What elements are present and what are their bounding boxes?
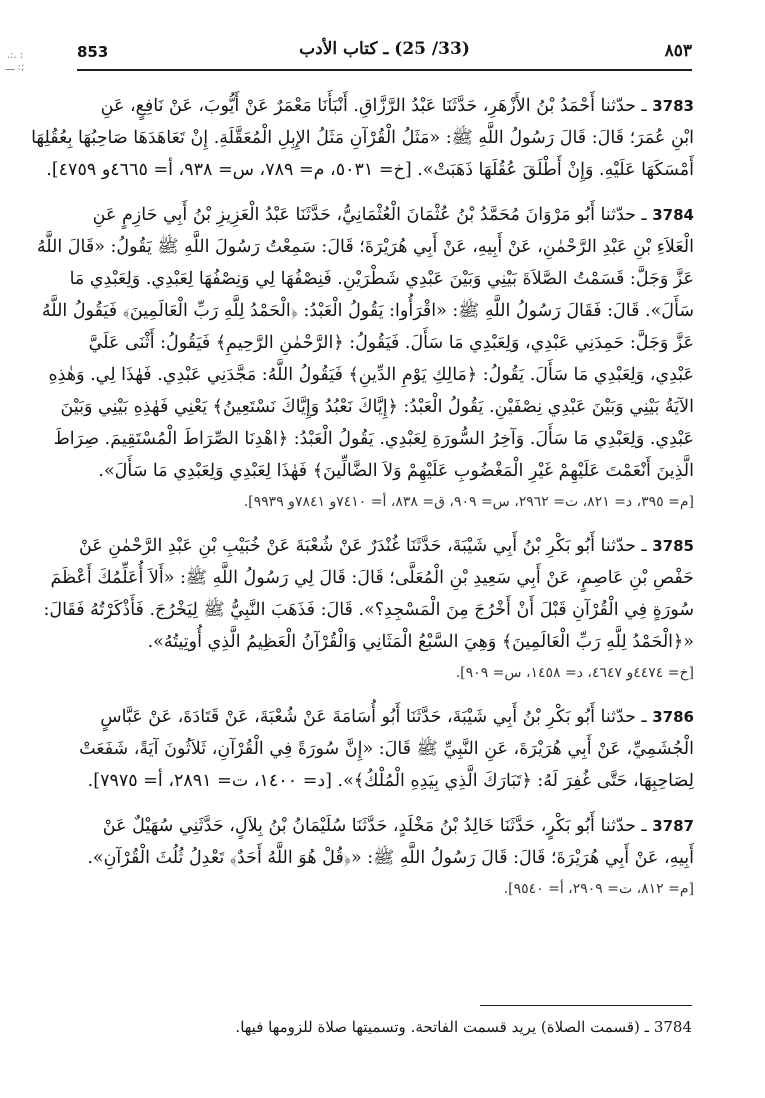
hadith-line: 3783 ـ حدّثنا أَحْمَدُ بْنُ الأَزْهَرِ، حَدَّثَنَا عَبْدُ الرَّزَّاقِ. أَنْبَأَنَا مَعْمَرٌ عَنْ أَيُّوبَ، عَنْ نَافِعٍ، عَنِ bbox=[100, 96, 694, 116]
hadith-line: عَبْدِي، وَلِعَبْدِي مَا سَأَلَ. يَقُولُ: ﴿مَالِكِ يَوْمِ الدِّينِ﴾ فَيَقُولُ اللَّهُ: مَجَّدَنِي عَبْدِي. فَهٰذَا لِي. وَهٰذِهِ bbox=[48, 365, 694, 385]
hadith-line: 3786 ـ حدّثنا أَبُو بَكْرِ بْنُ أَبِي شَيْبَةَ، حَدَّثَنَا أَبُو أُسَامَةَ عَنْ شُعْبَةَ، عَنْ قَتَادَةَ، عَنْ عَبَّاسٍ bbox=[100, 707, 694, 727]
hadith-line: الْعَلاَءِ بْنِ عَبْدِ الرَّحْمٰنِ، عَنْ أَبِيهِ، عَنْ أَبِي هُرَيْرَةَ؛ قَالَ: سَمِعْتُ رَسُولَ اللَّهِ ﷺ يَقُولُ: «قَالَ اللَّهُ bbox=[36, 237, 694, 257]
hadith-line: الْجُشَمِيِّ، عَنْ أَبِي هُرَيْرَةَ، عَنِ النَّبِيِّ ﷺ قَالَ: «إِنَّ سُورَةً فِي الْقُرْآنِ، ثَلاَثُونَ آيَةً، شَفَعَتْ bbox=[79, 739, 694, 759]
hadith-line: سَأَلَ». قَالَ: فَقَالَ رَسُولُ اللَّهِ ﷺ: «اقْرَأُوا: يَقُولُ الْعَبْدُ: ﴿الْحَمْدُ لِلَّهِ رَبِّ الْعَالَمِينَ﴾ فَيَقُولُ اللَّهُ bbox=[41, 301, 694, 321]
hadith-line: 3787 ـ حدّثنا أَبُو بَكْرٍ، حَدَّثَنَا خَالِدُ بْنُ مَخْلَدٍ، حَدَّثَنَا سُلَيْمَانُ بْنُ بِلاَلٍ، حَدَّثَنِي سُهَيْلٌ عَنْ bbox=[102, 816, 694, 836]
hadith-line: عَزَّ وَجَلَّ: حَمِدَنِي عَبْدِي، وَلِعَبْدِي مَا سَأَلَ. فَيَقُولُ: ﴿الرَّحْمٰنِ الرَّحِيمِ﴾ فَيَقُولُ: أَثْنَى عَلَيَّ bbox=[88, 333, 694, 353]
hadith-line: الآيَةُ بَيْنِي وَبَيْنَ عَبْدِي نِصْفَيْنِ. يَقُولُ الْعَبْدُ: ﴿إِيَّاكَ نَعْبُدُ وَإِيَّاكَ نَسْتَعِينُ﴾ يَعْنِي فَهٰذِهِ بَيْنِي وَبَيْنَ bbox=[60, 397, 694, 417]
hadith-number: 3783 bbox=[652, 97, 694, 115]
hadith-line: 3784 ـ حدّثنا أَبُو مَرْوَانَ مُحَمَّدُ بْنُ عُثْمَانَ الْعُثْمَانِيُّ، حَدَّثَنَا عَبْدُ الْعَزِيزِ بْنُ أَبِي حَازِمٍ عَنِ bbox=[92, 205, 694, 225]
footnote: 3784 ـ (قسمت الصلاة) يريد قسمت الفاتحة. وتسميتها صلاة للزومها فيها. bbox=[235, 1018, 692, 1036]
hadith-3783 bbox=[31, 90, 694, 186]
hadith-number: 3784 bbox=[652, 206, 694, 224]
hadith-line: حَفْصِ بْنِ عَاصِمٍ، عَنْ أَبِي سَعِيدِ بْنِ الْمُعَلَّى؛ قَالَ: قَالَ لِي رَسُولُ اللَّهِ ﷺ: «أَلاَ أُعَلِّمُكَ أَعْظَمَ bbox=[50, 568, 694, 588]
hadith-reference: [م= ٣٩٥، د= ٨٢١، ت= ٢٩٦٢، س= ٩٠٩، ق= ٨٣٨، أ= ٧٤١٠و ٧٨٤١و ٩٩٣٩]. bbox=[243, 494, 694, 510]
hadith-3786 bbox=[77, 701, 694, 797]
page-header bbox=[77, 37, 692, 71]
hadith-3785 bbox=[43, 530, 694, 688]
hadith-reference: [م= ٨١٢، ت= ٢٩٠٩، أ= ٩٥٤٠]. bbox=[503, 881, 694, 897]
running-title: (33/ 25) ـ كتاب الأدب bbox=[299, 39, 470, 59]
hadith-line: أَبِيهِ، عَنْ أَبِي هُرَيْرَةَ؛ قَالَ: قَالَ رَسُولُ اللَّهِ ﷺ: «﴿قُلْ هُوَ اللَّهُ أَحَدٌ﴾ تَعْدِلُ ثُلُثَ الْقُرْآنِ». bbox=[87, 848, 694, 868]
hadith-number: 3787 bbox=[652, 817, 694, 835]
footnote-rule bbox=[480, 1005, 692, 1006]
hadith-line: «﴿الْحَمْدُ لِلَّهِ رَبِّ الْعَالَمِينَ﴾ وَهِيَ السَّبْعُ الْمَثَانِي وَالْقُرْآنُ الْعَظِيمُ الَّذِي أُوتِيتُهُ». bbox=[147, 632, 694, 652]
hadith-line: عَبْدِي. وَلِعَبْدِي مَا سَأَلَ. وَآخِرُ السُّورَةِ لِعَبْدِي. يَقُولُ الْعَبْدُ: ﴿اهْدِنَا الصِّرَاطَ الْمُسْتَقِيمَ. صِرَاطَ bbox=[53, 429, 694, 449]
hadith-number: 3785 bbox=[652, 537, 694, 555]
page-number-latin: 853 bbox=[77, 43, 109, 61]
hadith-line: 3785 ـ حدّثنا أَبُو بَكْرِ بْنُ أَبِي شَيْبَةَ، حَدَّثَنَا غُنْدَرٌ عَنْ شُعْبَةَ عَنْ خُبَيْبِ بْنِ عَبْدِ الرَّحْمٰنِ عَنْ bbox=[78, 536, 694, 556]
page-body bbox=[31, 90, 694, 917]
hadith-line: لِصَاحِبِهَا، حَتَّى غُفِرَ لَهُ: ﴿تَبَارَكَ الَّذِي بِيَدِهِ الْمُلْكُ﴾». [د= ١٤٠٠، ت= ٢٨٩١، أ= ٧٩٧٥]. bbox=[87, 771, 694, 791]
hadith-reference: [خ= ٤٤٧٤و ٤٦٤٧، د= ١٤٥٨، س= ٩٠٩]. bbox=[455, 665, 694, 681]
hadith-line: عَزَّ وَجَلَّ: قَسَمْتُ الصَّلاَةَ بَيْنِي وَبَيْنَ عَبْدِي شَطْرَيْنِ. فَنِصْفُهَا لِي وَنِصْفُهَا لِعَبْدِي. وَلِعَبْدِي مَا bbox=[69, 269, 694, 289]
hadith-line: سُورَةٍ فِي الْقُرْآنِ قَبْلَ أَنْ أَخْرُجَ مِنَ الْمَسْجِدِ؟». قَالَ: فَذَهَبَ النَّبِيُّ ﷺ لِيَخْرُجَ. فَأَذْكَرْتُهُ فَقَالَ: bbox=[43, 600, 694, 620]
margin-marks: : .:. ;: ـــ bbox=[5, 50, 25, 73]
hadith-3784 bbox=[36, 199, 694, 517]
page-number-arabic: ٨٥٣ bbox=[664, 41, 692, 61]
hadith-line: ابْنِ عُمَرَ؛ قَالَ: قَالَ رَسُولُ اللَّهِ ﷺ: «مَثَلُ الْقُرْآنِ مَثَلُ الإِبِلِ الْمُعَقَّلَةِ. إِنْ تَعَاهَدَهَا صَاحِبُهَا بِعُقُلِهَا bbox=[31, 128, 694, 148]
hadith-line: أَمْسَكَهَا عَلَيْهِ. وَإِنْ أَطْلَقَ عُقُلَهَا ذَهَبَتْ». [خ= ٥٠٣١، م= ٧٨٩، س= ٩٣٨، أ= ٤٦٦٥و ٤٧٥٩]. bbox=[46, 160, 694, 180]
hadith-line: الَّذِينَ أَنْعَمْتَ عَلَيْهِمْ غَيْرِ الْمَغْضُوبِ عَلَيْهِمْ وَلاَ الضَّالِّينَ﴾ فَهٰذَا لِعَبْدِي وَلِعَبْدِي مَا سَأَلَ». bbox=[98, 461, 694, 481]
hadith-3787 bbox=[77, 810, 694, 904]
hadith-number: 3786 bbox=[652, 708, 694, 726]
